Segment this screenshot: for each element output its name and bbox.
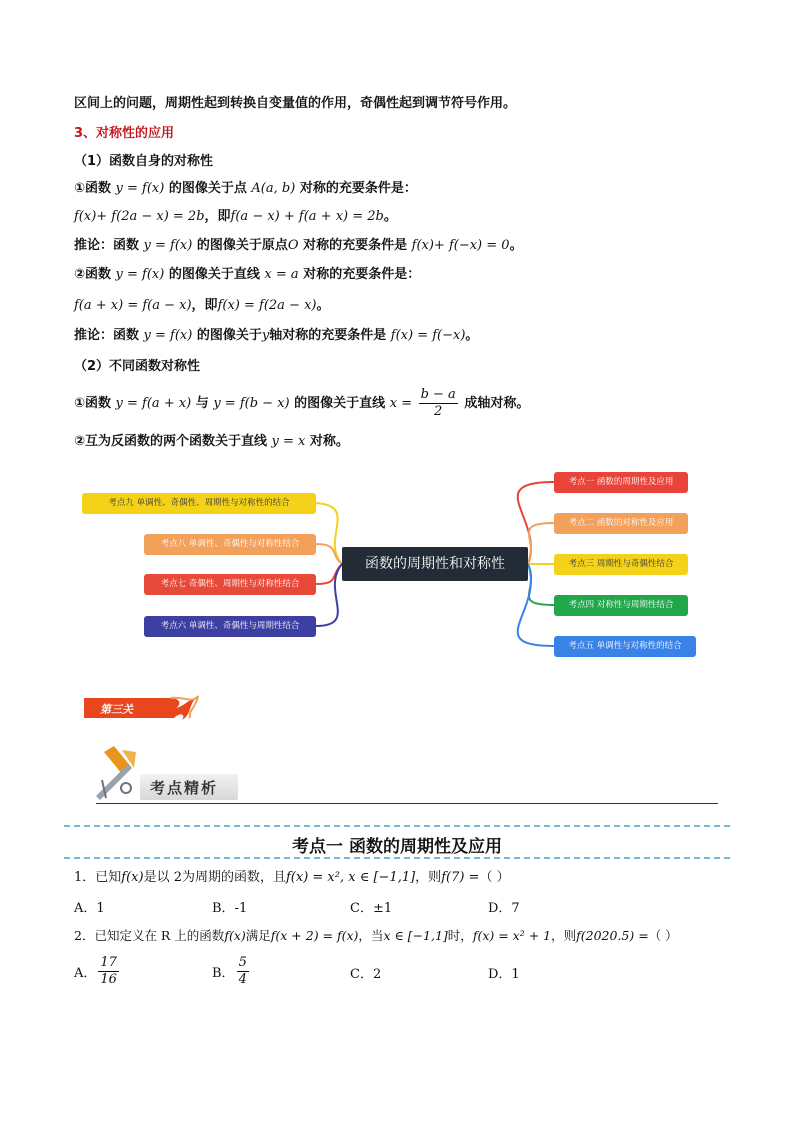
item4-line: ②互为反函数的两个函数关于直线 y = x 对称。 <box>74 434 349 449</box>
item3-fraction: $\frac{b - a}{2}$ <box>420 387 456 419</box>
q2-option-c: C．2 <box>350 967 382 982</box>
sub1-title: （1）函数自身的对称性 <box>74 154 214 169</box>
section-header-label: 考点精析 <box>150 779 219 797</box>
mindmap-right-node-1: 考点一 函数的周期性及应用 <box>554 472 688 493</box>
question-1: 1．已知f(x)是以 2为周期的函数，且f(x) = x², x ∈ [−1,1]，则f(7) =（ ） <box>74 870 510 885</box>
q1-option-d: D．7 <box>488 901 520 916</box>
mindmap-left-node-3: 考点七 奇偶性、周期性与对称性结合 <box>144 574 316 595</box>
mindmap-left-node-4: 考点六 单调性、奇偶性与周期性结合 <box>144 616 316 637</box>
header-rule <box>96 803 718 804</box>
corollary2-line: 推论：函数 y = f(x) 的图像关于y轴对称的充要条件是 f(x) = f(−x)。 <box>74 328 479 343</box>
mindmap-center: 函数的周期性和对称性 <box>342 547 528 581</box>
item3-line: ①函数 y = f(a + x) 与 y = f(b − x) 的图像关于直线 x = $\frac{b - a}{2}$ 成轴对称。 <box>74 387 530 419</box>
sub2-title: （2）不同函数对称性 <box>74 359 201 374</box>
mindmap-left-node-1: 考点九 单调性、奇偶性、周期性与对称性的结合 <box>82 493 316 514</box>
intro-line: 区间上的问题，周期性起到转换自变量值的作用，奇偶性起到调节符号作用。 <box>74 96 517 111</box>
dashed-separator-bottom <box>64 857 730 859</box>
mindmap-right-node-4: 考点四 对称性与周期性结合 <box>554 595 688 616</box>
question-2: 2．已知定义在 R 上的函数f(x)满足f(x + 2) = f(x)，当x ∈ [−1,1]时，f(x) = x² + 1，则f(2020.5) =（ ） <box>74 928 678 943</box>
q2-option-a: A． $\frac{17}{16}$ <box>74 955 117 987</box>
level-banner-label: 第三关 <box>100 703 133 716</box>
q2-option-b: B． $\frac{5}{4}$ <box>212 955 247 987</box>
item1-line: ①函数 y = f(x) 的图像关于点 A(a, b) 对称的充要条件是： <box>74 181 417 196</box>
eq2-line: f(a + x) = f(a − x)，即f(x) = f(2a − x)。 <box>74 298 330 313</box>
dashed-separator-top <box>64 825 730 827</box>
section3-title: 3、对称性的应用 <box>74 126 175 141</box>
mindmap-right-node-5: 考点五 单调性与对称性的结合 <box>554 636 696 657</box>
q1-option-a: A．1 <box>74 901 105 916</box>
eq1-line: f(x)+ f(2a − x) = 2b，即f(a − x) + f(a + x) = 2b。 <box>74 209 397 224</box>
mindmap-right-node-2: 考点二 函数的对称性及应用 <box>554 513 688 534</box>
item2-line: ②函数 y = f(x) 的图像关于直线 x = a 对称的充要条件是： <box>74 267 421 282</box>
corollary1-line: 推论：函数 y = f(x) 的图像关于原点O 对称的充要条件是 f(x)+ f(−x) = 0。 <box>74 238 523 253</box>
mindmap-right-node-3: 考点三 周期性与奇偶性结合 <box>554 554 688 575</box>
q1-option-c: C．±1 <box>350 901 393 916</box>
q2-option-d: D．1 <box>488 967 520 982</box>
q1-option-b: B．-1 <box>212 901 248 916</box>
topic1-title: 考点一 函数的周期性及应用 <box>292 837 502 857</box>
mindmap-left-node-2: 考点八 单调性、奇偶性与对称性结合 <box>144 534 316 555</box>
